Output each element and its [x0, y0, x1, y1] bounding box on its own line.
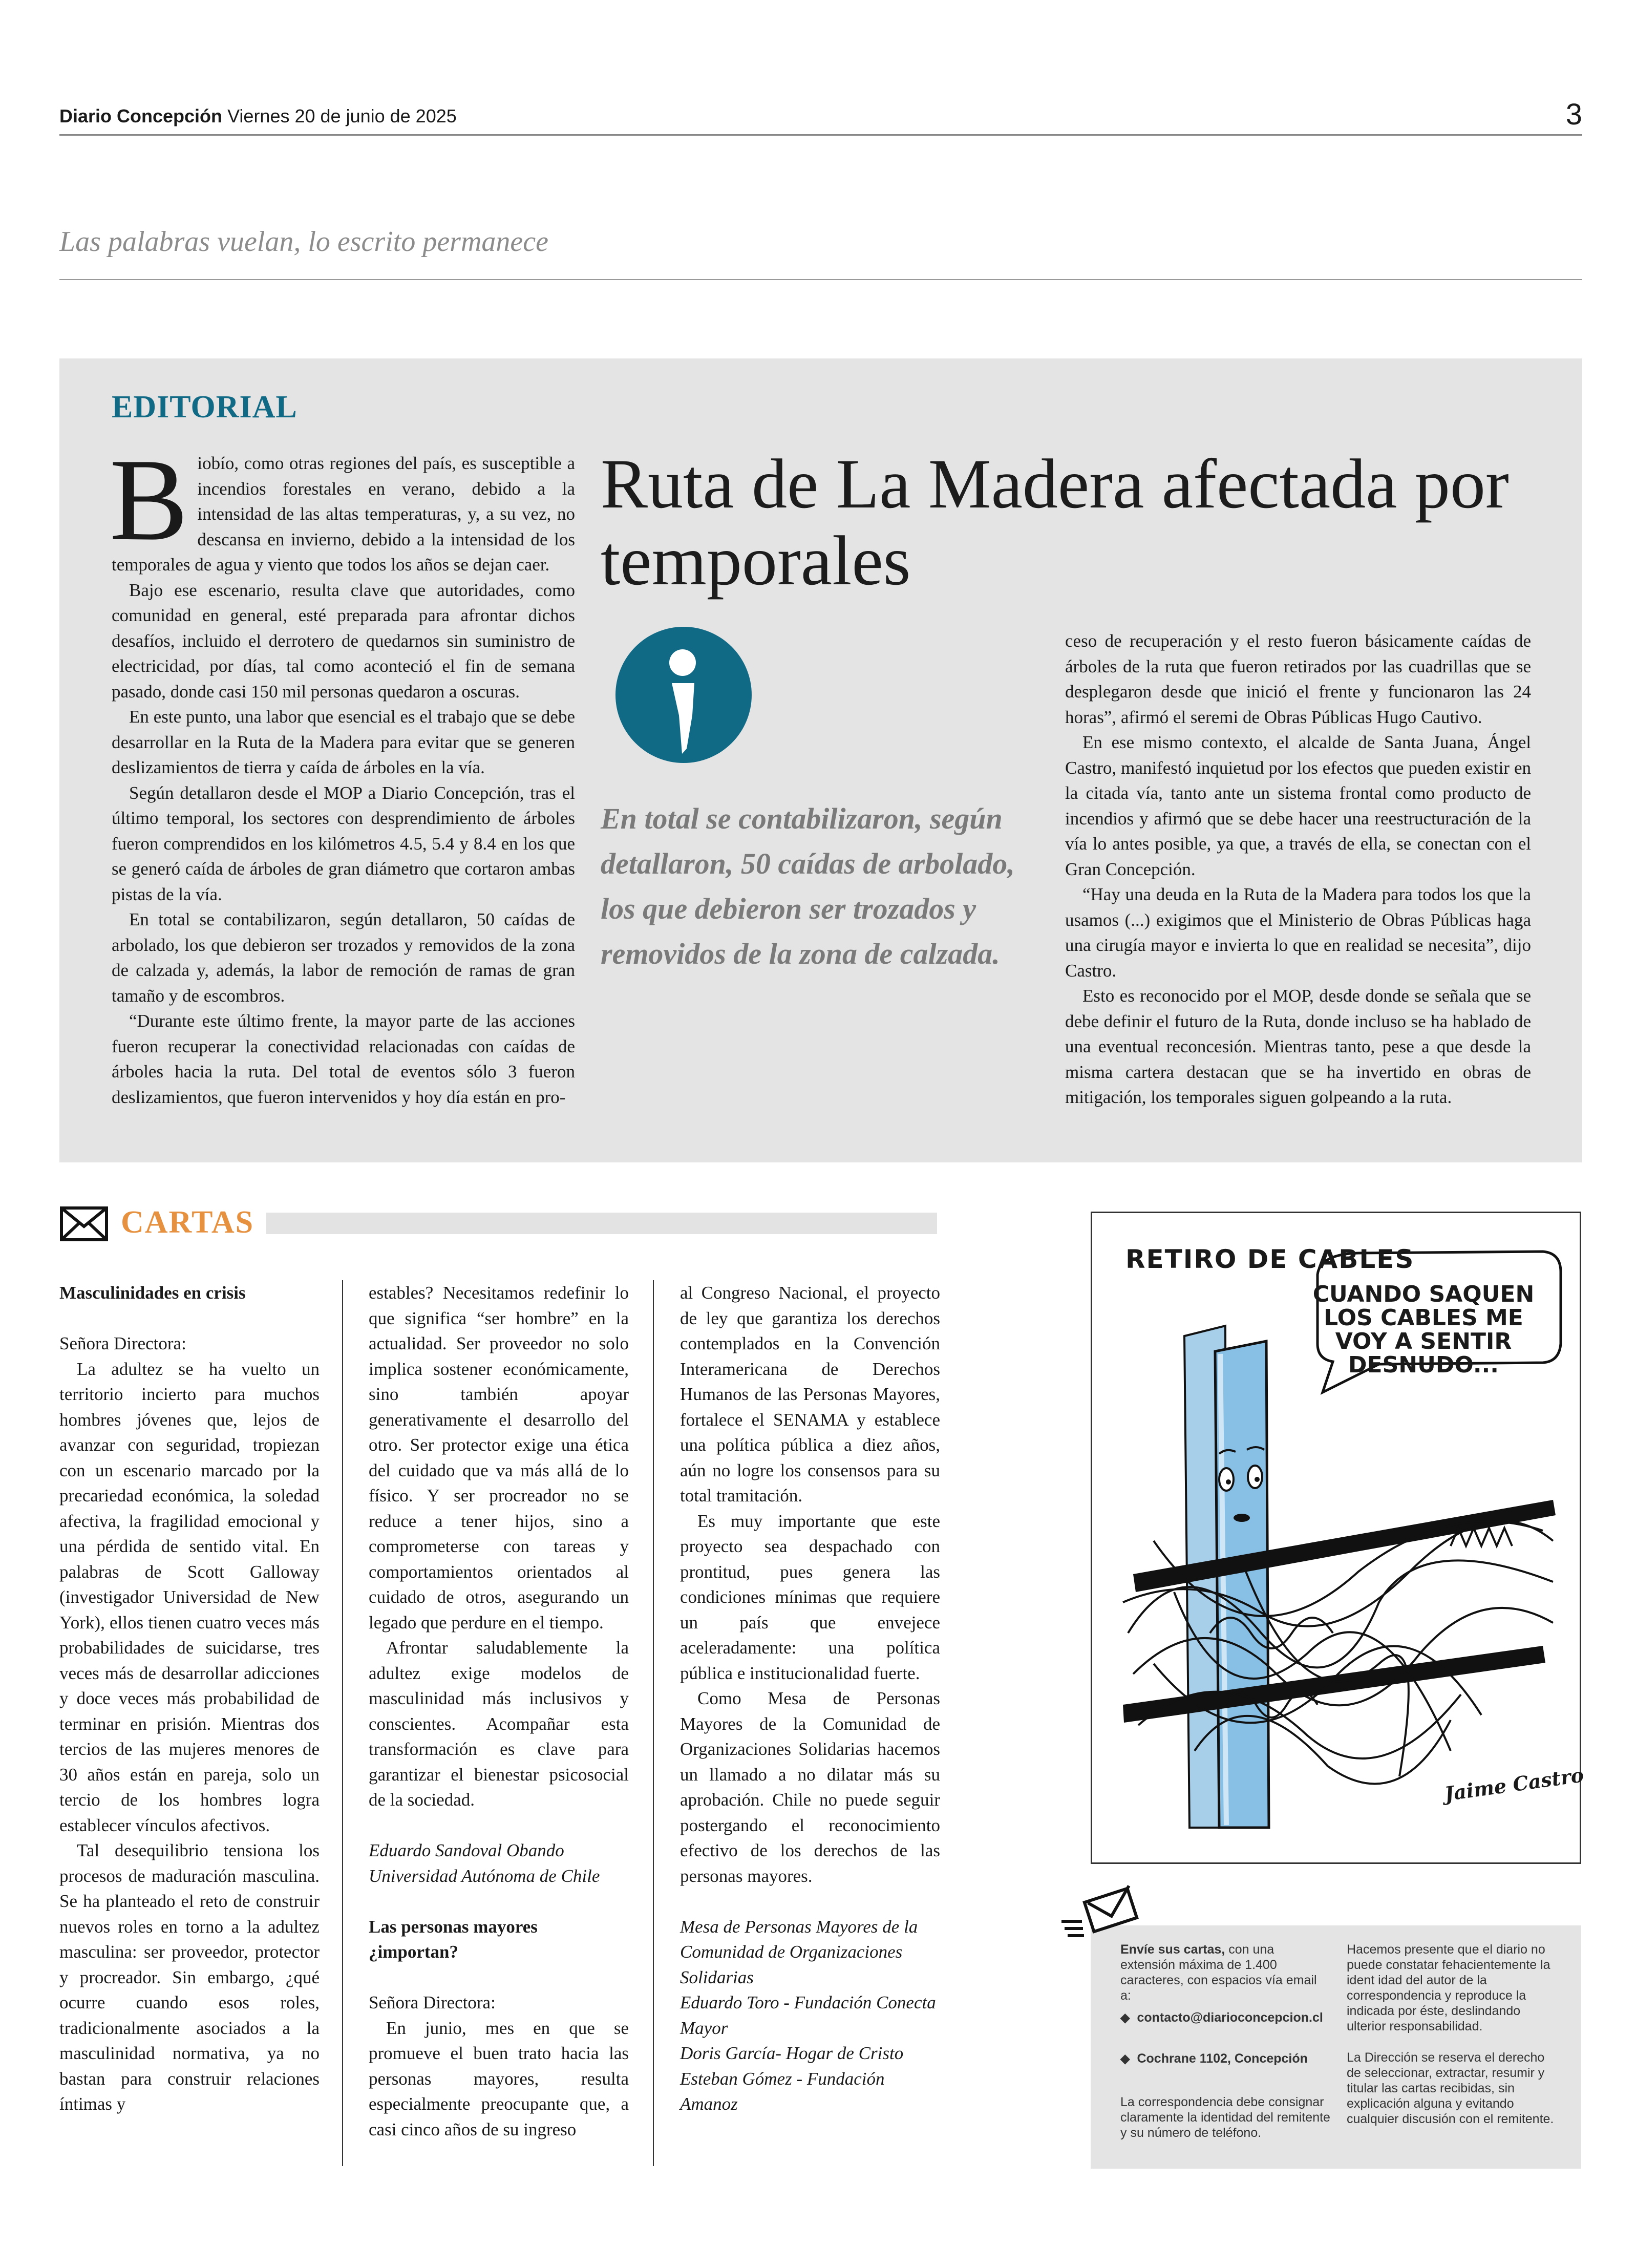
cartoon-speech-bubble: CUANDO SAQUEN LOS CABLES ME VOY A SENTIR DESNUDO...: [1312, 1281, 1535, 1378]
diamond-bullet-icon: ◆: [1120, 2052, 1130, 2066]
diamond-bullet-icon: ◆: [1120, 2011, 1130, 2025]
editorial-paragraph: “Durante este último frente, la mayor parte de las acciones fueron recuperar la conectividad relacionadas con caídas de árboles hacia la ruta. Del total de eventos sólo 3 fueron deslizamientos, que fueron intervenidos y hoy día están en pro-: [112, 1011, 575, 1107]
editorial-paragraph: En ese mismo contexto, el alcalde de Santa Juana, Ángel Castro, manifestó inquietud por los efectos que pueden existir en la citada vía, tanto ante un sistema frontal como producto de incendios y afirmó que se debe hacer una reestructuración de la vía lo antes posible, ya que, a través de ella, se conectan con el Gran Concepción.: [1065, 732, 1531, 879]
cartoon-title: RETIRO DE CABLES: [1125, 1244, 1415, 1274]
editorial-paragraph: En total se contabilizaron, según detallaron, 50 caídas de arbolado, los que debieron ser trozados y removidos de la zona de calzada y, además, la labor de remoción de ramas de gran tamaño y de escombros.: [112, 909, 575, 1006]
send-instructions: Envíe sus cartas, con una extensión máxima de 1.400 caracteres, con espacios vía email a:: [1120, 1942, 1317, 2003]
letter-signature: Eduardo Toro - Fundación Conecta Mayor: [680, 1993, 936, 2038]
consign-note: La correspondencia debe consignar claramente la identidad del remitente y su número de teléfono.: [1120, 2095, 1330, 2140]
cartas-bar: [266, 1213, 937, 1234]
editorial-column-3: [1065, 628, 1531, 1110]
editorial-paragraph: ceso de recuperación y el resto fueron básicamente caídas de árboles de la ruta que fueron retirados por las cuadrillas que se desplegaron desde que inició el frente y funcionaron las 24 horas”, afirmó el seremi de Obras Públicas Hugo Cautivo.: [1065, 631, 1531, 727]
cartas-title: CARTAS: [121, 1205, 254, 1240]
editorial-paragraph: “Hay una deuda en la Ruta de la Madera para todos los que la usamos (...) exigimos que el Ministerio de Obras Públicas haga una cirugía mayor e invierta lo que en realidad se necesita”, dijo Castro.: [1065, 884, 1531, 981]
section-motto: Las palabras vuelan, lo escrito permanece: [59, 226, 548, 258]
cartoon-signature: Jaime Castro: [1443, 1763, 1585, 1806]
letter-paragraph: Afrontar saludablemente la adultez exige modelos de masculinidad más inclusivos y conscientes. Acompañar esta transformación es clave para garantizar el bienestar psicosocial de la sociedad.: [369, 1638, 629, 1810]
column-divider: [653, 1280, 654, 2166]
letter-title: Masculinidades en crisis: [59, 1283, 246, 1303]
letter-paragraph: estables? Necesitamos redefinir lo que significa “ser hombre” en la actualidad. Ser proveedor no solo implica sostener económicamente, sino también apoyar generativamente el desarrollo del otro. Ser protector exige una ética del cuidado que va más allá de lo físico. Y ser procreador no se reduce a tener hijos, sino a comprometerse con tareas y comportamientos orientados al cuidado de otros, asegurando un legado que perdure en el tiempo.: [369, 1283, 629, 1633]
disclaimer-text: Hacemos presente que el diario no puede constatar fehacientemente la ident idad del autor de la correspondencia y reproduce la indicada por éste, deslindando ulterior responsabilidad.: [1347, 1942, 1550, 2033]
letter-paragraph: En junio, mes en que se promueve el buen trato hacia las personas mayores, resulta especialmente preocupante que, a casi cinco años de su ingreso: [369, 2018, 629, 2139]
page-number: 3: [1565, 98, 1582, 131]
letter-salutation: Señora Directora:: [59, 1333, 186, 1353]
issue-date: Viernes 20 de junio de 2025: [227, 105, 457, 126]
paper-name: Diario Concepción: [59, 105, 223, 126]
drop-cap: B: [110, 434, 188, 565]
info-icon: [614, 626, 753, 764]
editorial-headline: Ruta de La Madera afectada por temporales: [601, 444, 1509, 600]
letter-paragraph: Es muy importante que este proyecto sea despachado con prontitud, pues genera las condiciones mínimas que requiere un país que envejece aceleradamente: una política pública e institucionalidad fuerte.: [680, 1511, 940, 1683]
letter-signature: Doris García- Hogar de Cristo: [680, 2043, 904, 2063]
editorial-paragraph: Bajo ese escenario, resulta clave que autoridades, como comunidad en general, esté preparada para afrontar dichos desafíos, incluido el derrotero de quedarnos sin suministro de electricidad, por días, tal como aconteció el fin de semana pasado, donde casi 150 mil personas quedaron a oscuras.: [112, 580, 575, 702]
column-divider: [342, 1280, 343, 2166]
editorial-column-1: [110, 434, 575, 1110]
editorial-paragraph: Esto es reconocido por el MOP, desde donde se señala que se debe definir el futuro de la Ruta, donde incluso se ha hablado de una eventual reconcesión. Mientras tanto, pese a que desde la misma cartera destacan que se ha invertido en obras de mitigación, los temporales siguen golpeando a la ruta.: [1065, 986, 1531, 1107]
letter-title: Las personas mayores ¿importan?: [369, 1916, 538, 1962]
editorial-paragraph: Biobío, como otras regiones del país, es susceptible a incendios forestales en verano, debido a la intensidad de las altas temperaturas, y, a su vez, no descansa en invierno, debido a la intensidad de los temporales de agua y viento que todos los años se dejan caer.: [110, 434, 575, 575]
contact-address: ◆ Cochrane 1102, Concepción: [1120, 2051, 1308, 2066]
letter-signature-name: Eduardo Sandoval Obando: [369, 1840, 564, 1860]
letters-column-3: [680, 1280, 940, 2117]
letters-column-2: [369, 1280, 629, 2142]
envelope-icon: [59, 1206, 109, 1242]
editorial-paragraph: En este punto, una labor que esencial es el trabajo que se debe desarrollar en la Ruta de la Madera para evitar que se generen deslizamientos de tierra y caída de árboles en la vía.: [112, 707, 575, 777]
editorial-paragraph: Según detallaron desde el MOP a Diario Concepción, tras el último temporal, los sectores con desprendimiento de árboles fueron comprendidos en los kilómetros 4.5, 5.4 y 8.4 en los que se generó caída de árboles de gran diámetro que cortaron ambas pistas de la vía.: [112, 782, 575, 904]
contact-email[interactable]: ◆ contacto@diarioconcepcion.cl: [1120, 2010, 1323, 2025]
letter-signature: Esteban Gómez - Fundación Amanoz: [680, 2068, 885, 2114]
letter-signature-affiliation: Universidad Autónoma de Chile: [369, 1866, 600, 1886]
letter-signature: Mesa de Personas Mayores de la Comunidad de Organizaciones Solidarias: [680, 1916, 918, 1987]
letters-column-1: [59, 1280, 320, 2117]
letter-salutation: Señora Directora:: [369, 1993, 496, 2012]
rights-text: La Dirección se reserva el derecho de seleccionar, extractar, resumir y titular las cartas recibidas, sin explicación alguna y evitando cualquier discusión con el remitente.: [1347, 2050, 1554, 2126]
motto-rule: [59, 279, 1582, 280]
editorial-label: EDITORIAL: [112, 390, 298, 425]
masthead: [59, 105, 457, 127]
header-rule: [59, 134, 1582, 136]
letter-paragraph: La adultez se ha vuelto un territorio incierto para muchos hombres jóvenes que, lejos de avanzar con seguridad, tropiezan con un escenario marcado por la precariedad económica, la soledad afectiva, la fragilidad emocional y una pérdida de sentido vital. En palabras de Scott Galloway (investigador Universidad de New York), ellos tienen cuatro veces más probabilidades de suicidarse, tres veces más de desarrollar adicciones y doce veces más probabilidad de terminar en prisión. Mientras dos tercios de las mujeres menores de 30 años están en pareja, solo un tercio de los hombres logra establecer vínculos afectivos.: [59, 1359, 320, 1835]
pull-quote: En total se contabilizaron, según detallaron, 50 caídas de arbolado, los que debieron ser trozados y removidos de la zona de calzada.: [601, 802, 1015, 970]
letter-paragraph: al Congreso Nacional, el proyecto de ley que garantiza los derechos contemplados en la Convención Interamericana de Derechos Humanos de las Personas Mayores, fortalece el SENAMA y establece una política pública a diez años, aún no logre los consensos para su total tramitación.: [680, 1283, 940, 1506]
letter-paragraph: Como Mesa de Personas Mayores de la Comunidad de Organizaciones Solidarias hacemos un llamado a no dilatar más su aprobación. Chile no puede seguir postergando el reconocimiento efectivo de los derechos de las personas mayores.: [680, 1688, 940, 1886]
letter-paragraph: Tal desequilibrio tensiona los procesos de maduración masculina. Se ha planteado el reto de construir nuevos roles en torno a la adultez masculina: ser proveedor, protector y procreador. Sin embargo, ¿qué ocurre cuando esos roles, tradicionalmente asociados a la masculinidad normativa, ya no bastan para construir relaciones íntimas y: [59, 1840, 320, 2114]
send-letter-icon: [1057, 1884, 1139, 1941]
